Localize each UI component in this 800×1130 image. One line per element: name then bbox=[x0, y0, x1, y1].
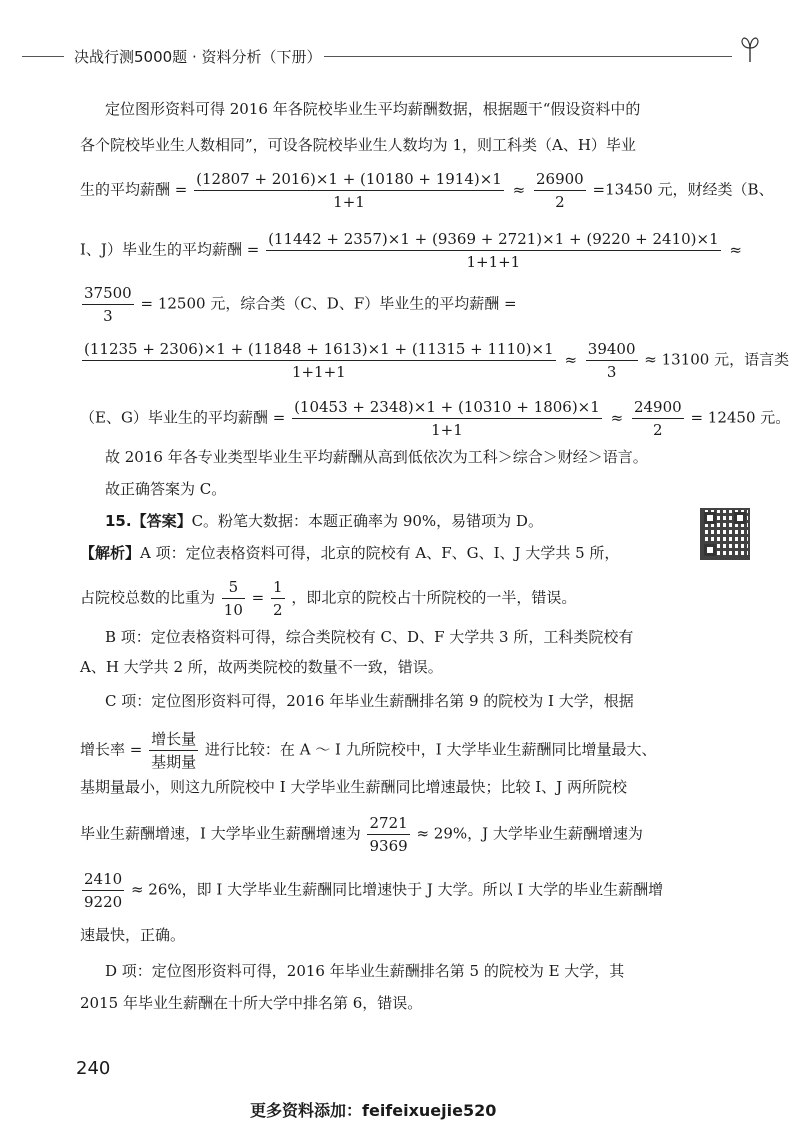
text-line: 速最快，正确。 bbox=[80, 926, 186, 944]
fraction-numerator: (11442 + 2357)×1 + (9369 + 2721)×1 + (9220 + 2410)×1 bbox=[266, 228, 721, 251]
fraction-numerator: (11235 + 2306)×1 + (11848 + 1613)×1 + (11315 + 1110)×1 bbox=[82, 338, 556, 361]
text-segment: = 12500 元，综合类（C、D、F）毕业生的平均薪酬 = bbox=[140, 294, 517, 313]
text-line: 故正确答案为 C。 bbox=[105, 480, 227, 498]
text-line: B 项：定位表格资料可得，综合类院校有 C、D、F 大学共 3 所，工科类院校有 bbox=[105, 628, 634, 646]
formula-line-comprehensive bbox=[80, 338, 790, 383]
analysis-label: 【解析】 bbox=[80, 544, 141, 562]
book-title: 决战行测5000题 · 资料分析（下册） bbox=[74, 48, 322, 66]
formula-line-growth bbox=[80, 728, 672, 773]
running-header bbox=[22, 38, 762, 78]
formula-line-language bbox=[80, 396, 791, 441]
qr-finder bbox=[734, 512, 746, 524]
header-rule-left bbox=[22, 56, 64, 57]
fraction-denominator: 1+1 bbox=[333, 193, 365, 211]
footer-note: 更多资料添加：feifeixuejie520 bbox=[250, 1101, 497, 1120]
text-line: 2015 年毕业生薪酬在十所大学中排名第 6，错误。 bbox=[80, 994, 423, 1012]
qr-finder bbox=[704, 512, 716, 524]
fraction bbox=[194, 168, 504, 213]
fraction-numerator: 2410 bbox=[82, 868, 124, 891]
approx-sign: ≈ bbox=[729, 240, 742, 259]
fraction-numerator: (10453 + 2348)×1 + (10310 + 1806)×1 bbox=[292, 396, 602, 419]
answer-line bbox=[80, 506, 697, 536]
fraction-numerator: (12807 + 2016)×1 + (10180 + 1914)×1 bbox=[194, 168, 504, 191]
text-segment: C。粉笔大数据：本题正确率为 90%，易错项为 D。 bbox=[191, 512, 543, 530]
fraction bbox=[271, 576, 285, 621]
fraction bbox=[82, 338, 556, 383]
formula-line-i-growth bbox=[80, 812, 672, 857]
fraction-numerator: 26900 bbox=[534, 168, 586, 191]
text-line: C 项：定位图形资料可得，2016 年毕业生薪酬排名第 9 的院校为 I 大学，根据 bbox=[105, 692, 634, 710]
fraction bbox=[149, 728, 198, 773]
approx-sign: ≈ bbox=[610, 408, 624, 427]
formula-line-j-growth bbox=[80, 868, 672, 913]
fraction-numerator: 39400 bbox=[586, 338, 638, 361]
fraction bbox=[586, 338, 638, 383]
answer-label: 15.【答案】 bbox=[105, 512, 192, 530]
formula-line-finance bbox=[80, 228, 742, 273]
text-segment: A 项：定位表格资料可得，北京的院校有 A、F、G、I、J 大学共 5 所， bbox=[140, 544, 620, 562]
fraction-denominator: 基期量 bbox=[151, 753, 197, 771]
fraction-denominator: 3 bbox=[606, 363, 617, 381]
fraction bbox=[534, 168, 586, 213]
fraction-numerator: 37500 bbox=[82, 282, 134, 305]
text-segment: ，即北京的院校占十所院校的一半，错误。 bbox=[291, 588, 577, 607]
formula-line-engineering bbox=[80, 168, 774, 213]
fraction bbox=[292, 396, 602, 441]
formula-line-finance-result bbox=[80, 282, 672, 327]
fraction bbox=[82, 868, 124, 913]
equals-sign: = bbox=[251, 588, 265, 607]
text-segment: （E、G）毕业生的平均薪酬 = bbox=[80, 408, 286, 427]
fraction-denominator: 1+1+1 bbox=[291, 363, 346, 381]
fraction-denominator: 3 bbox=[103, 307, 113, 325]
fraction-denominator: 2 bbox=[653, 421, 663, 439]
fraction bbox=[367, 812, 409, 857]
fraction bbox=[266, 228, 721, 273]
page-number: 240 bbox=[76, 1058, 111, 1079]
text-segment: 进行比较：在 A ～ I 九所院校中，I 大学毕业生薪酬同比增量最大、 bbox=[204, 740, 657, 759]
qr-code-icon bbox=[700, 508, 750, 560]
formula-line-ratio bbox=[80, 576, 672, 621]
fraction bbox=[82, 282, 134, 327]
text-line: 各个院校毕业生人数相同”，可设各院校毕业生人数均为 1，则工科类（A、H）毕业 bbox=[80, 136, 636, 154]
approx-sign: ≈ bbox=[512, 180, 526, 199]
text-line: A、H 大学共 2 所，故两类院校的数量不一致，错误。 bbox=[80, 658, 443, 676]
fraction-denominator: 10 bbox=[223, 601, 243, 619]
text-segment: 占院校总数的比重为 bbox=[80, 588, 216, 607]
fraction-numerator: 5 bbox=[222, 576, 245, 599]
fraction-denominator: 1+1+1 bbox=[466, 253, 521, 271]
text-segment: ≈ 29%，J 大学毕业生薪酬增速为 bbox=[416, 824, 643, 843]
fraction-numerator: 1 bbox=[271, 576, 285, 599]
text-line: 定位图形资料可得 2016 年各院校毕业生平均薪酬数据，根据题干“假设资料中的 bbox=[105, 100, 641, 118]
text-segment: =13450 元，财经类（B、 bbox=[592, 180, 774, 199]
fraction-denominator: 2 bbox=[555, 193, 565, 211]
fraction bbox=[632, 396, 684, 441]
fraction-numerator: 增长量 bbox=[149, 728, 198, 751]
analysis-line bbox=[80, 538, 672, 568]
text-segment: ≈ 26%，即 I 大学毕业生薪酬同比增速快于 J 大学。所以 I 大学的毕业生薪酬增 bbox=[130, 880, 664, 899]
fraction-denominator: 1+1 bbox=[431, 421, 463, 439]
fraction-denominator: 9220 bbox=[84, 893, 123, 911]
fraction-numerator: 24900 bbox=[632, 396, 684, 419]
leaf-ornament-icon bbox=[738, 36, 762, 64]
qr-finder bbox=[704, 544, 716, 556]
fraction-denominator: 2 bbox=[273, 601, 283, 619]
text-segment: = 12450 元。 bbox=[690, 408, 791, 427]
text-segment: 增长率 = bbox=[80, 740, 143, 759]
text-line: 故 2016 年各专业类型毕业生平均薪酬从高到低依次为工科＞综合＞财经＞语言。 bbox=[105, 448, 648, 466]
fraction-denominator: 9369 bbox=[369, 837, 408, 855]
fraction-numerator: 2721 bbox=[367, 812, 409, 835]
text-line: 基期量最小，则这九所院校中 I 大学毕业生薪酬同比增速最快；比较 I、J 两所院校 bbox=[80, 778, 627, 796]
text-segment: 毕业生薪酬增速，I 大学毕业生薪酬增速为 bbox=[80, 824, 361, 843]
text-segment: ≈ 13100 元，语言类 bbox=[644, 350, 790, 369]
text-segment: 生的平均薪酬 = bbox=[80, 180, 188, 199]
text-segment: I、J）毕业生的平均薪酬 = bbox=[80, 240, 260, 259]
fraction bbox=[222, 576, 245, 621]
header-rule-right bbox=[324, 56, 732, 57]
text-line: D 项：定位图形资料可得，2016 年毕业生薪酬排名第 5 的院校为 E 大学，其 bbox=[105, 962, 625, 980]
approx-sign: ≈ bbox=[564, 350, 578, 369]
